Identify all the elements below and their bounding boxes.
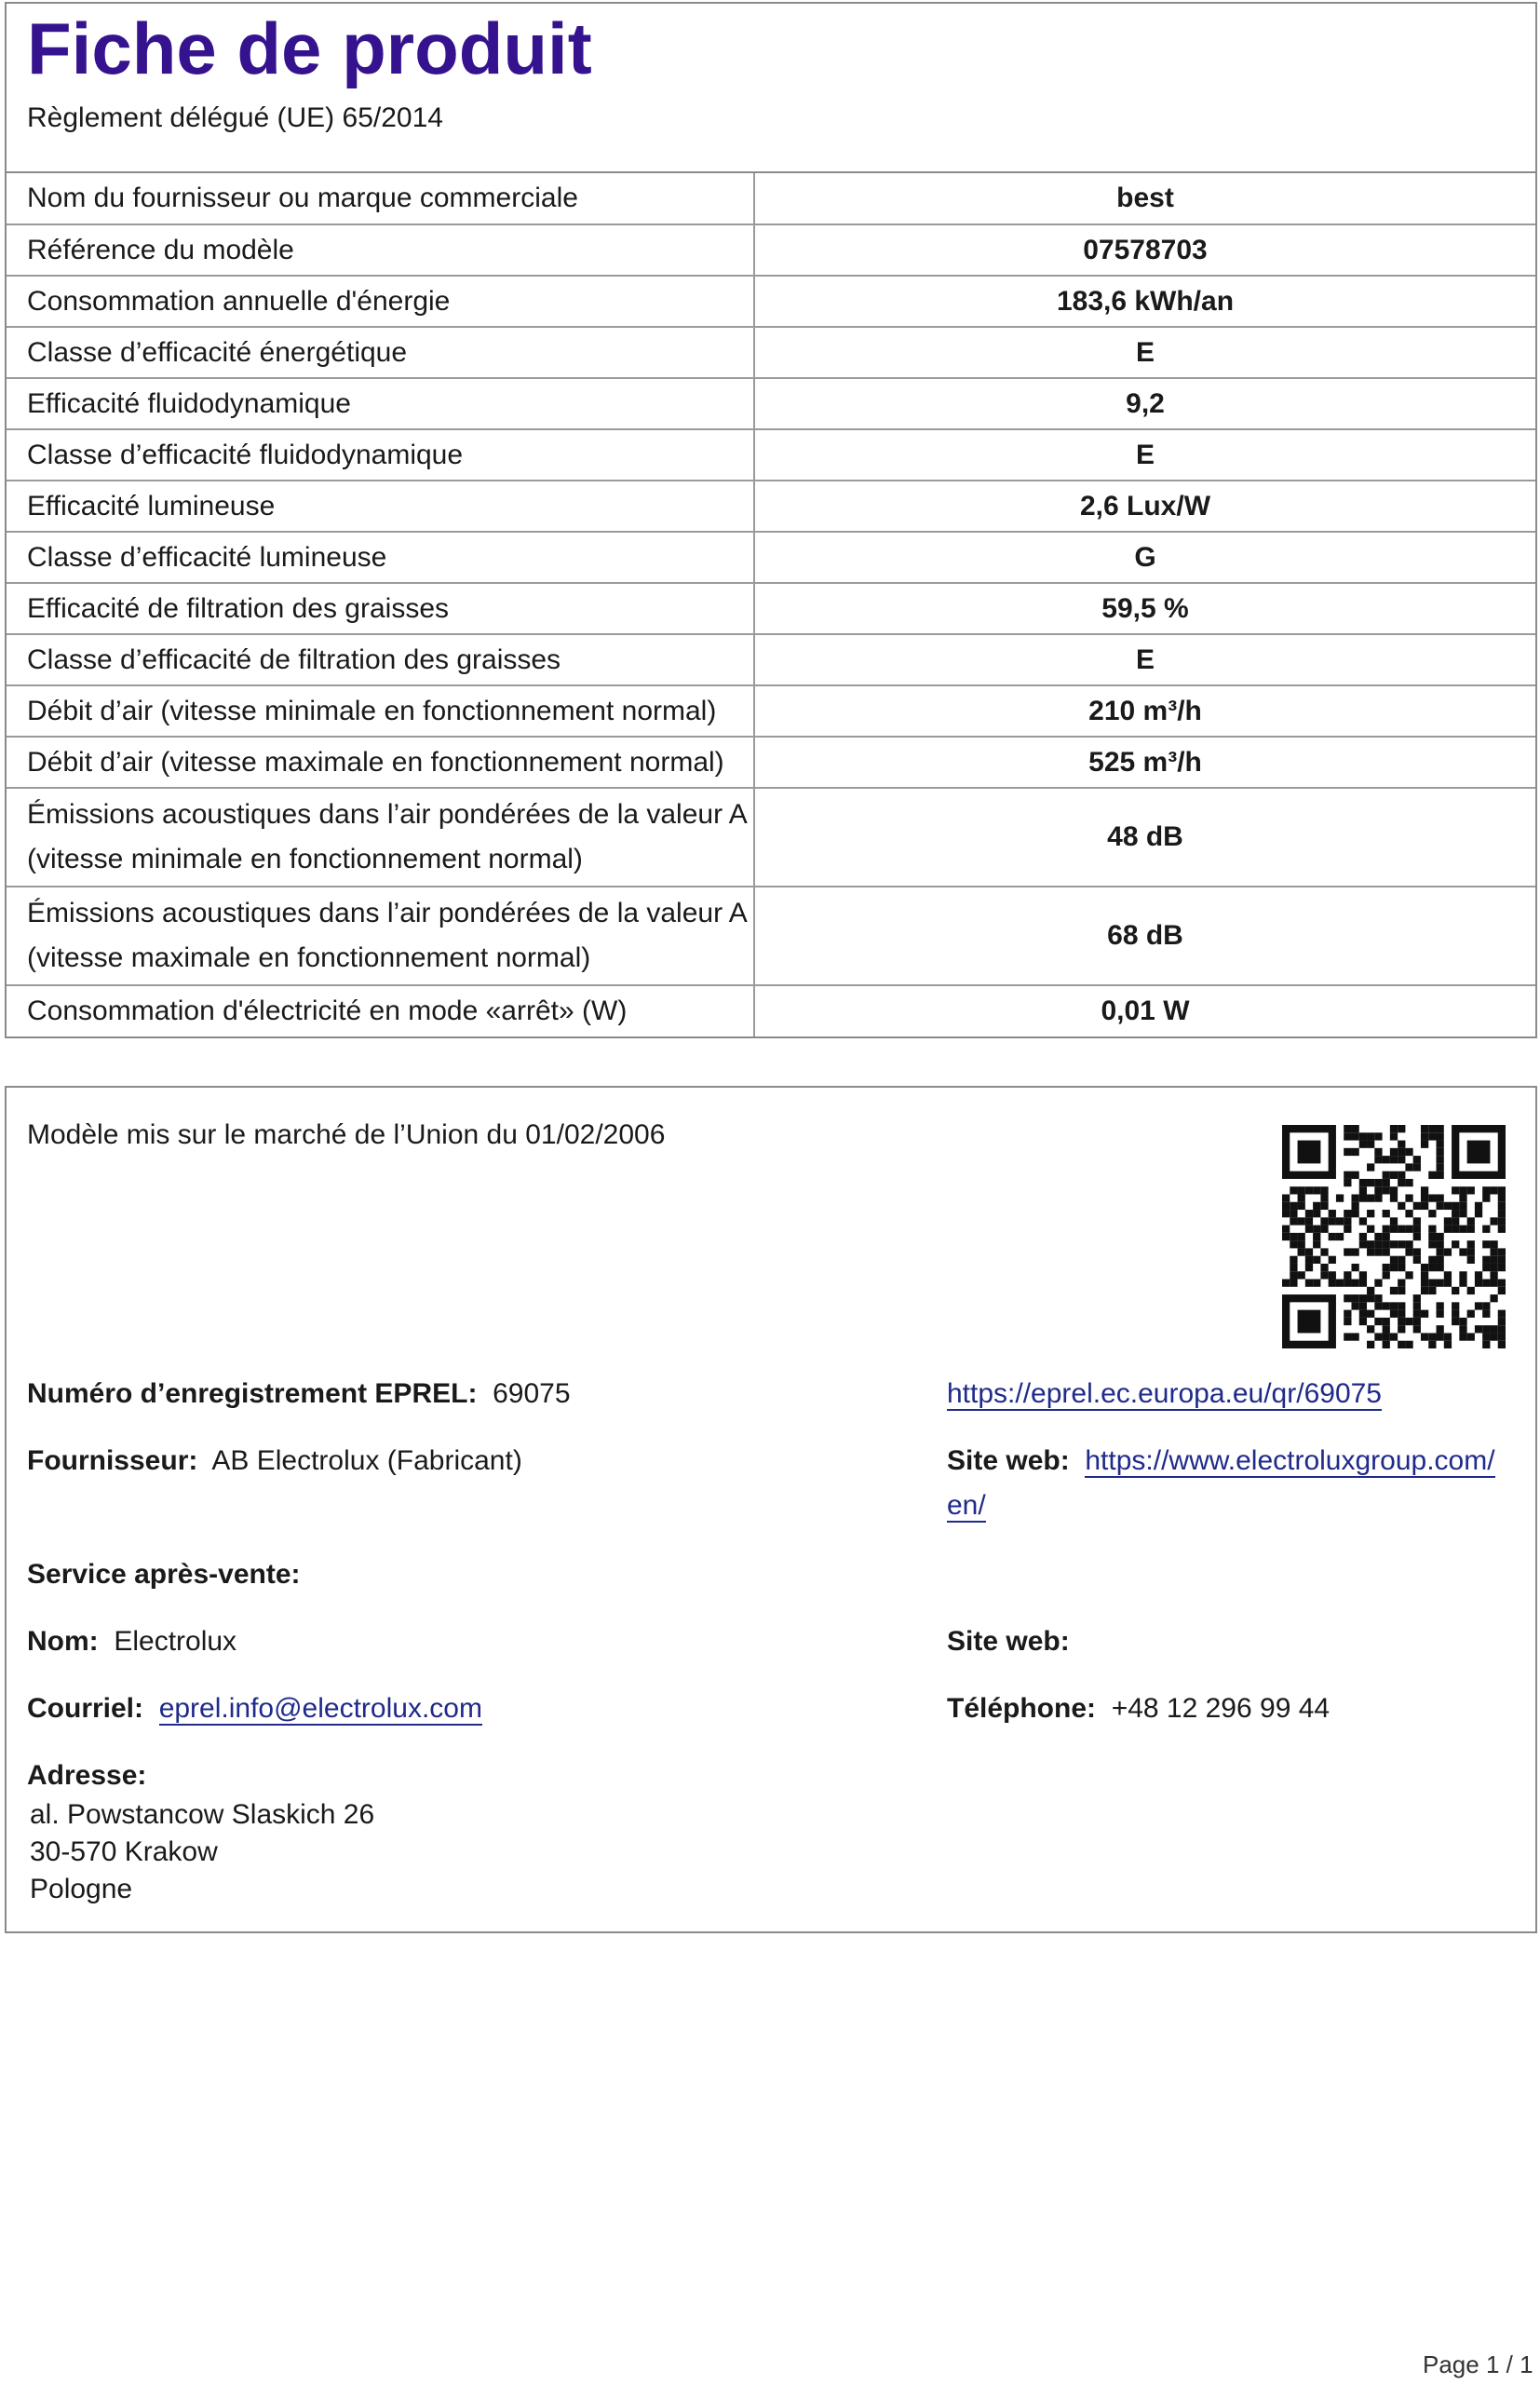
spec-row [7,276,1535,327]
phone-row [947,1693,1330,1725]
spec-row [7,634,1535,685]
email-link[interactable]: eprel.info@electrolux.com [158,1693,482,1724]
spec-value: 525 m³/h [754,737,1535,788]
spec-value: 48 dB [754,788,1535,887]
spec-table [7,173,1535,1036]
spec-value: 9,2 [754,378,1535,429]
service-name-value: Electrolux [114,1626,237,1657]
eprel-row [27,1378,571,1410]
spec-row [7,224,1535,276]
spec-label-text: Classe d’efficacité de filtration des graisses [27,643,561,675]
website-link-line1[interactable]: https://www.electroluxgroup.com/ [1085,1445,1495,1476]
spec-label [7,985,754,1036]
website-label: Site web: [947,1445,1070,1476]
regulation-subtitle: Règlement délégué (UE) 65/2014 [7,89,1535,173]
spec-row [7,378,1535,429]
spec-row [7,985,1535,1036]
spec-value: 07578703 [754,224,1535,276]
spec-label-text: Référence du modèle [27,234,294,265]
page-title: Fiche de produit [27,7,592,89]
spec-row [7,173,1535,224]
spec-label-text-2: (vitesse maximale en fonctionnement normal) [27,942,591,973]
spec-label-text: Débit d’air (vitesse maximale en fonctionnement normal) [27,746,724,778]
spec-label [7,532,754,583]
spec-row [7,429,1535,481]
email-label: Courriel: [27,1693,144,1724]
eprel-link-row [947,1378,1382,1410]
spec-row [7,532,1535,583]
address-label: Adresse: [27,1760,147,1791]
spec-value: 0,01 W [754,985,1535,1036]
spec-row [7,737,1535,788]
spec-label [7,887,754,985]
email-row [27,1693,482,1725]
spec-label [7,327,754,378]
spec-label [7,276,754,327]
service-heading: Service après-vente: [27,1559,301,1590]
eprel-label: Numéro d’enregistrement EPREL: [27,1378,478,1409]
spec-value: 183,6 kWh/an [754,276,1535,327]
spec-label-text: Nom du fournisseur ou marque commerciale [27,183,578,213]
service-name-row [27,1626,236,1658]
spec-label-text: Classe d’efficacité énergétique [27,336,408,368]
spec-label [7,429,754,481]
website-link-line2[interactable]: en/ [947,1490,986,1521]
eprel-number: 69075 [493,1378,571,1409]
phone-value: +48 12 296 99 44 [1111,1693,1331,1724]
address-line2: 30-570 Krakow [30,1836,218,1867]
page-number: Page 1 / 1 [1423,2350,1533,2378]
service-website-label: Site web: [947,1626,1070,1657]
spec-row [7,481,1535,532]
spec-label-text: Consommation annuelle d'énergie [27,285,451,317]
address-line1: al. Powstancow Slaskich 26 [30,1799,375,1830]
spec-label [7,224,754,276]
spec-value: 2,6 Lux/W [754,481,1535,532]
spec-row [7,887,1535,985]
spec-value: E [754,634,1535,685]
spec-value: E [754,429,1535,481]
spec-label-text: Classe d’efficacité fluidodynamique [27,439,464,470]
spec-value: 59,5 % [754,583,1535,634]
address-line3: Pologne [30,1874,133,1904]
spec-label-text: Efficacité fluidodynamique [27,387,351,419]
spec-label-text: Efficacité lumineuse [27,490,276,522]
spec-value: 68 dB [754,887,1535,985]
spec-value: G [754,532,1535,583]
spec-label-text: Émissions acoustiques dans l’air pondérées de la valeur A [27,799,748,830]
supplier-value: AB Electrolux (Fabricant) [211,1445,522,1476]
spec-row [7,788,1535,887]
spec-label [7,737,754,788]
spec-label-text: Efficacité de filtration des graisses [27,592,450,624]
website-row-2 [947,1490,986,1522]
spec-row [7,685,1535,737]
spec-label [7,378,754,429]
service-name-label: Nom: [27,1626,99,1657]
spec-label-text: Débit d’air (vitesse minimale en fonctionnement normal) [27,695,717,726]
info-panel [5,1086,1537,1933]
spec-value: 210 m³/h [754,685,1535,737]
spec-row [7,327,1535,378]
spec-label [7,173,754,224]
spec-label [7,583,754,634]
spec-label [7,788,754,887]
spec-label [7,634,754,685]
phone-label: Téléphone: [947,1693,1097,1724]
spec-label [7,685,754,737]
spec-label [7,481,754,532]
spec-label-text-2: (vitesse minimale en fonctionnement normal) [27,844,583,874]
market-date: Modèle mis sur le marché de l’Union du 01/02/2006 [27,1119,666,1150]
qr-code-icon[interactable] [1282,1125,1506,1348]
spec-value: best [1116,183,1174,213]
eprel-link[interactable]: https://eprel.ec.europa.eu/qr/69075 [947,1378,1382,1409]
spec-label-text: Émissions acoustiques dans l’air pondérées de la valeur A [27,898,748,928]
spec-row [7,583,1535,634]
product-sheet [5,2,1537,1038]
supplier-row [27,1445,522,1477]
spec-value: E [754,327,1535,378]
spec-label-text: Consommation d'électricité en mode «arrêt» (W) [27,996,628,1026]
website-row [947,1445,1495,1477]
spec-label-text: Classe d’efficacité lumineuse [27,541,387,573]
supplier-label: Fournisseur: [27,1445,198,1476]
